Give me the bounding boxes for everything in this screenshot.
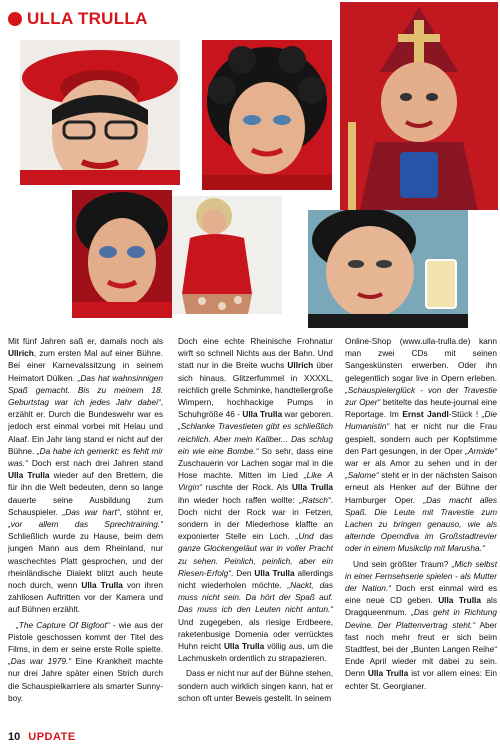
text-run: „vor allem das Sprechtraining.“ [8, 519, 163, 530]
text-run: Schließlich wurde zu Hause, beim dem jungen Mann aus dem Rheinland, nur waschechtes Platt gesprochen, und der rheinländische Dialekt blitzt auch heute noch durch, wenn [8, 531, 163, 591]
text-run: Ulla Trulla [242, 409, 283, 420]
text-run: steht er in der nächsten Saison erneut als Henker auf der Bühne der Hamburger Oper. [345, 470, 497, 505]
text-run: ihn wieder hoch raffen wollte: [178, 494, 300, 505]
text-run: „Die Humanistin“ [345, 409, 497, 432]
text-run: „Und das ganze Glockengeläut war in voller Pracht zu sehen. Peinlich, peinlich, aber ein Riesen-Erfolg“ [178, 531, 333, 578]
text-run: -Stück ! [448, 409, 482, 420]
text-run: war geboren. [282, 409, 334, 420]
text-run: „Das war hart“ [62, 506, 120, 517]
page-number: 10 [8, 731, 21, 743]
red-bullet-icon [8, 12, 22, 26]
text-run: „Das hat wahnsinnigen Spaß gemacht. Bis zu meinem 18. Geburtstag war ich jedes Jahr dabei“ [8, 372, 163, 408]
text-run: Ulla Trulla [8, 470, 50, 481]
text-run: Und sein größter Traum? [353, 558, 452, 569]
article-header [8, 8, 148, 30]
text-run: Ernst Jandl [402, 409, 449, 420]
paragraph [345, 558, 497, 692]
paragraph [178, 667, 333, 704]
text-run: Ulla Trulla [438, 595, 481, 606]
text-run: Ulla Trulla [367, 668, 409, 679]
article-column-1 [8, 335, 163, 707]
article-column-3 [345, 335, 497, 695]
text-run: „Like A Virgin“ [178, 470, 333, 493]
text-run: Mit fünf Jahren saß er, damals noch als [8, 336, 163, 346]
text-run: über sich hinaus. Glitzerfummel in XXXXL, reichlich grelle Schminke, handtellergroße Wimpern, hochhackige Pumps in Schuhgröße 46 - [178, 360, 333, 420]
text-run: „Das war 1979.“ [8, 656, 72, 667]
text-run: wieder auf den Brettern, die für ihn die Welt bedeuten, denn so lange dauerte seine Ausbildung zum Schauspieler. [8, 470, 164, 517]
text-run: Ullrich [287, 360, 314, 371]
article-column-2 [178, 335, 333, 707]
text-run: Ulla Trulla [81, 580, 123, 591]
text-run: „Ratsch“ [299, 494, 331, 505]
photo-full-body [172, 196, 282, 314]
text-run: „Nackt, das muss nicht sein. Da hört der Spaß auf. Das muss ich den Leuten nicht antun.“ [178, 580, 333, 615]
text-run: betitelte das heute-journal eine Reportage. Im [345, 397, 497, 420]
text-run: Und zugegeben, als riesige Erdbeere, raketenbusige Domenia oder verrücktes Huhn reicht [178, 616, 333, 652]
text-run: Dass er nicht nur auf der Bühne stehen, sondern auch wirklich singen kann, hat er schon oft unter Beweis gestellt. In seinem [178, 668, 333, 703]
text-run: - wie aus der Pistole geschossen kommt der Titel des Films, in dem er seine erste Rolle spielte. [8, 619, 163, 655]
text-run: war er als Amor zu sehen und in der [345, 458, 497, 469]
text-run: Ulla Trulla [254, 567, 295, 578]
text-run: als Dragqueenmum. [345, 595, 497, 618]
text-run: von ihren zahllosen Auftritten vor der Kamera und auf Bühnen erzählt. [8, 580, 164, 615]
text-run: Doch erst nach drei Jahren stand [27, 458, 163, 469]
text-run: So sehr, dass eine Zuschauerin vor Lachen sogar mal in die Hose machte. Mitten im Lied [178, 445, 333, 481]
page-footer [8, 731, 76, 743]
text-run: Ulla Trulla [223, 641, 265, 652]
photo-portrait-glasses [20, 40, 180, 185]
text-run: Online-Shop (www.ulla-trulla.de) kann man zwei CDs mit seinen Sangeskünsten erwerben. Oder ihn gelegentlich sogar live in Opern erleben. [345, 336, 497, 383]
magazine-name: UPDATE [28, 731, 76, 743]
text-run: hat er nicht nur die Frau gespielt, sondern auch per Kopfstimme den Part gesungen, in der Oper [345, 421, 497, 456]
text-run: allerdings nicht wiederholen möchte. [178, 567, 333, 591]
photo-portrait-bishop [340, 2, 498, 210]
text-run: „The Capture Of Bigfoot“ [16, 619, 110, 630]
text-run: , stöhnt er, [119, 506, 163, 517]
text-run: „Schlanke Travestieten gibt es schließlich reichlich. Aber mein Kaliber... Das schlug ein wie eine Bombe.“ [178, 421, 333, 456]
paragraph [345, 335, 497, 555]
text-run: Doch erst einmal wird es eine neue CD geben. [345, 583, 497, 606]
text-run: Ulla Trulla [291, 482, 333, 493]
photo-portrait-curly-wig [202, 40, 332, 190]
text-run: Ullrich [8, 348, 34, 359]
text-run: . Den [231, 567, 255, 578]
paragraph [8, 335, 163, 616]
text-run: „Mich selbst in einer Fernsehserie spielen - als Mutter der Nation.“ [345, 558, 498, 594]
text-run: ist vor allem eines: Ein echter St. Georgianer. [345, 668, 498, 691]
text-run: „Armide“ [465, 445, 497, 456]
text-run: „Das geht in Richtung Devine. Der Plattenvertrag steht.“ [345, 607, 497, 630]
text-run: Aber fast noch mehr freut er sich beim Stadtfest, bei der „Bunten Langen Reihe“ Ende April wieder mit dabei zu sein. Denn [345, 619, 497, 679]
text-run: völlig aus, um die Lachmuskeln ordentlich zu strapazieren. [178, 641, 334, 664]
text-run: „Da habe ich gemerkt: es fehlt mir was.“ [8, 445, 163, 469]
article-title: ULLA TRULLA [27, 9, 148, 28]
text-run: Doch eine echte Rheinische Frohnatur wirft so schnell Nichts aus der Bahn. Und statt nur in die Breite wuchs [178, 336, 333, 371]
text-run: , erzählt er. Durch die Bundeswehr war es jedoch erst einmal vorbei mit Helau und Alaaf. Ein Jahr lang stand er nicht auf der Bühne. [8, 397, 163, 456]
paragraph [8, 619, 163, 704]
text-run: , zum ersten Mal auf einer Bühne. Bei einer Karnevalssitzung in seinem Heimatort Dülken. [8, 348, 163, 383]
text-run: . Doch nicht der Rock war in Fetzen, sondern in der Miederhose klaffte an exponierter Stelle ein Loch. [178, 494, 333, 542]
text-run: „Das macht alles Spaß. Die Leute mit Travestie zum Lachen zu bringen genauso, wie als alternde Operndiva im Großstadtrevier oder in einem Musikclip mit Marusha.“ [345, 494, 497, 554]
paragraph [178, 335, 333, 664]
photo-portrait-makeup [72, 190, 172, 318]
text-run: „Salome“ [345, 470, 379, 481]
photo-portrait-glass [308, 210, 468, 328]
text-run: Eine Krankheit machte nur drei Jahre später einen Strich durch die Schauspielkarriere als smarter Sunny-boy. [8, 656, 164, 703]
text-run: ruschte der Rock. Als [201, 482, 292, 493]
text-run: „Schauspielerglück - von der Travestie zur Oper“ [345, 384, 497, 408]
